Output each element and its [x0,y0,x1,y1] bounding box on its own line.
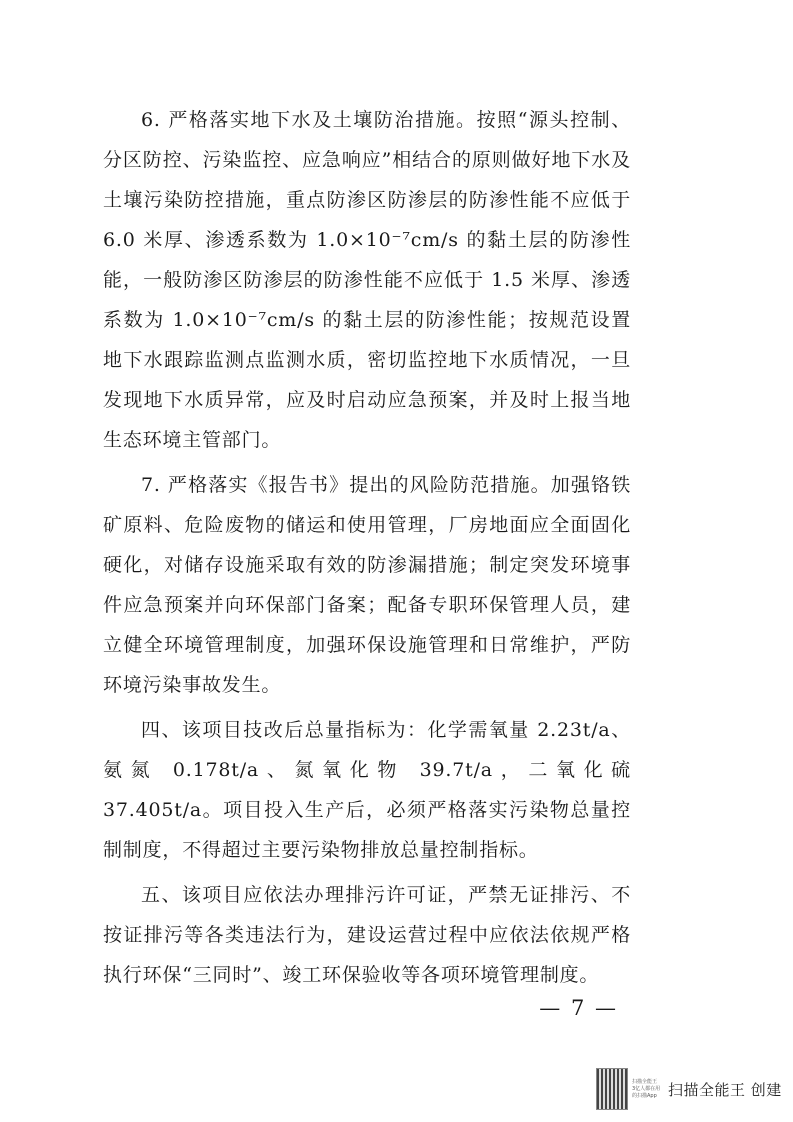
watermark-logo-tagline: 3亿人都在用的扫描App [632,1085,661,1099]
scanner-watermark [596,1068,782,1110]
paragraph-total-emissions: 四、该项目技改后总量指标为：化学需氧量 2.23t/a、氨氮 0.178t/a、氮氧化物 39.7t/a，二氧化硫 37.405t/a。项目投入生产后，必须严格落实污染物总量控制制度，不得超过主要污染物排放总量控制指标。 [103,719,631,861]
document-body [103,100,631,1000]
page-number: — 7 — [539,996,618,1020]
watermark-logo [632,1074,662,1104]
watermark-logo-text: 扫描全能王 [632,1078,658,1085]
qr-code-icon [596,1068,628,1110]
watermark-label: 扫描全能王 创建 [668,1080,782,1099]
paragraph-discharge-permit: 五、该项目应依法办理排污许可证，严禁无证排污、不按证排污等各类违法行为，建设运营过程中应依法依规严格执行环保“三同时”、竣工环保验收等各项环境管理制度。 [103,884,631,986]
paragraph-risk-prevention: 7. 严格落实《报告书》提出的风险防范措施。加强铬铁矿原料、危险废物的储运和使用管理，厂房地面应全面固化硬化，对储存设施采取有效的防渗漏措施；制定突发环境事件应急预案并向环保部门备案；配备专职环保管理人员，建立健全环境管理制度，加强环保设施管理和日常维护，严防环境污染事故发生。 [103,474,631,696]
paragraph-groundwater: 6. 严格落实地下水及土壤防治措施。按照“源头控制、分区防控、污染监控、应急响应”相结合的原则做好地下水及土壤污染防控措施，重点防渗区防渗层的防渗性能不应低于 6.0 米厚、渗透系数为 1.0×10⁻⁷cm/s 的黏土层的防渗性能，一般防渗区防渗层的防渗性能不应低于 1.5 米厚、渗透系数为 1.0×10⁻⁷cm/s 的黏土层的防渗性能；按规范设置地下水跟踪监测点监测水质，密切监控地下水质情况，一旦发现地下水质异常，应及时启动应急预案，并及时上报当地生态环境主管部门。 [103,109,631,451]
